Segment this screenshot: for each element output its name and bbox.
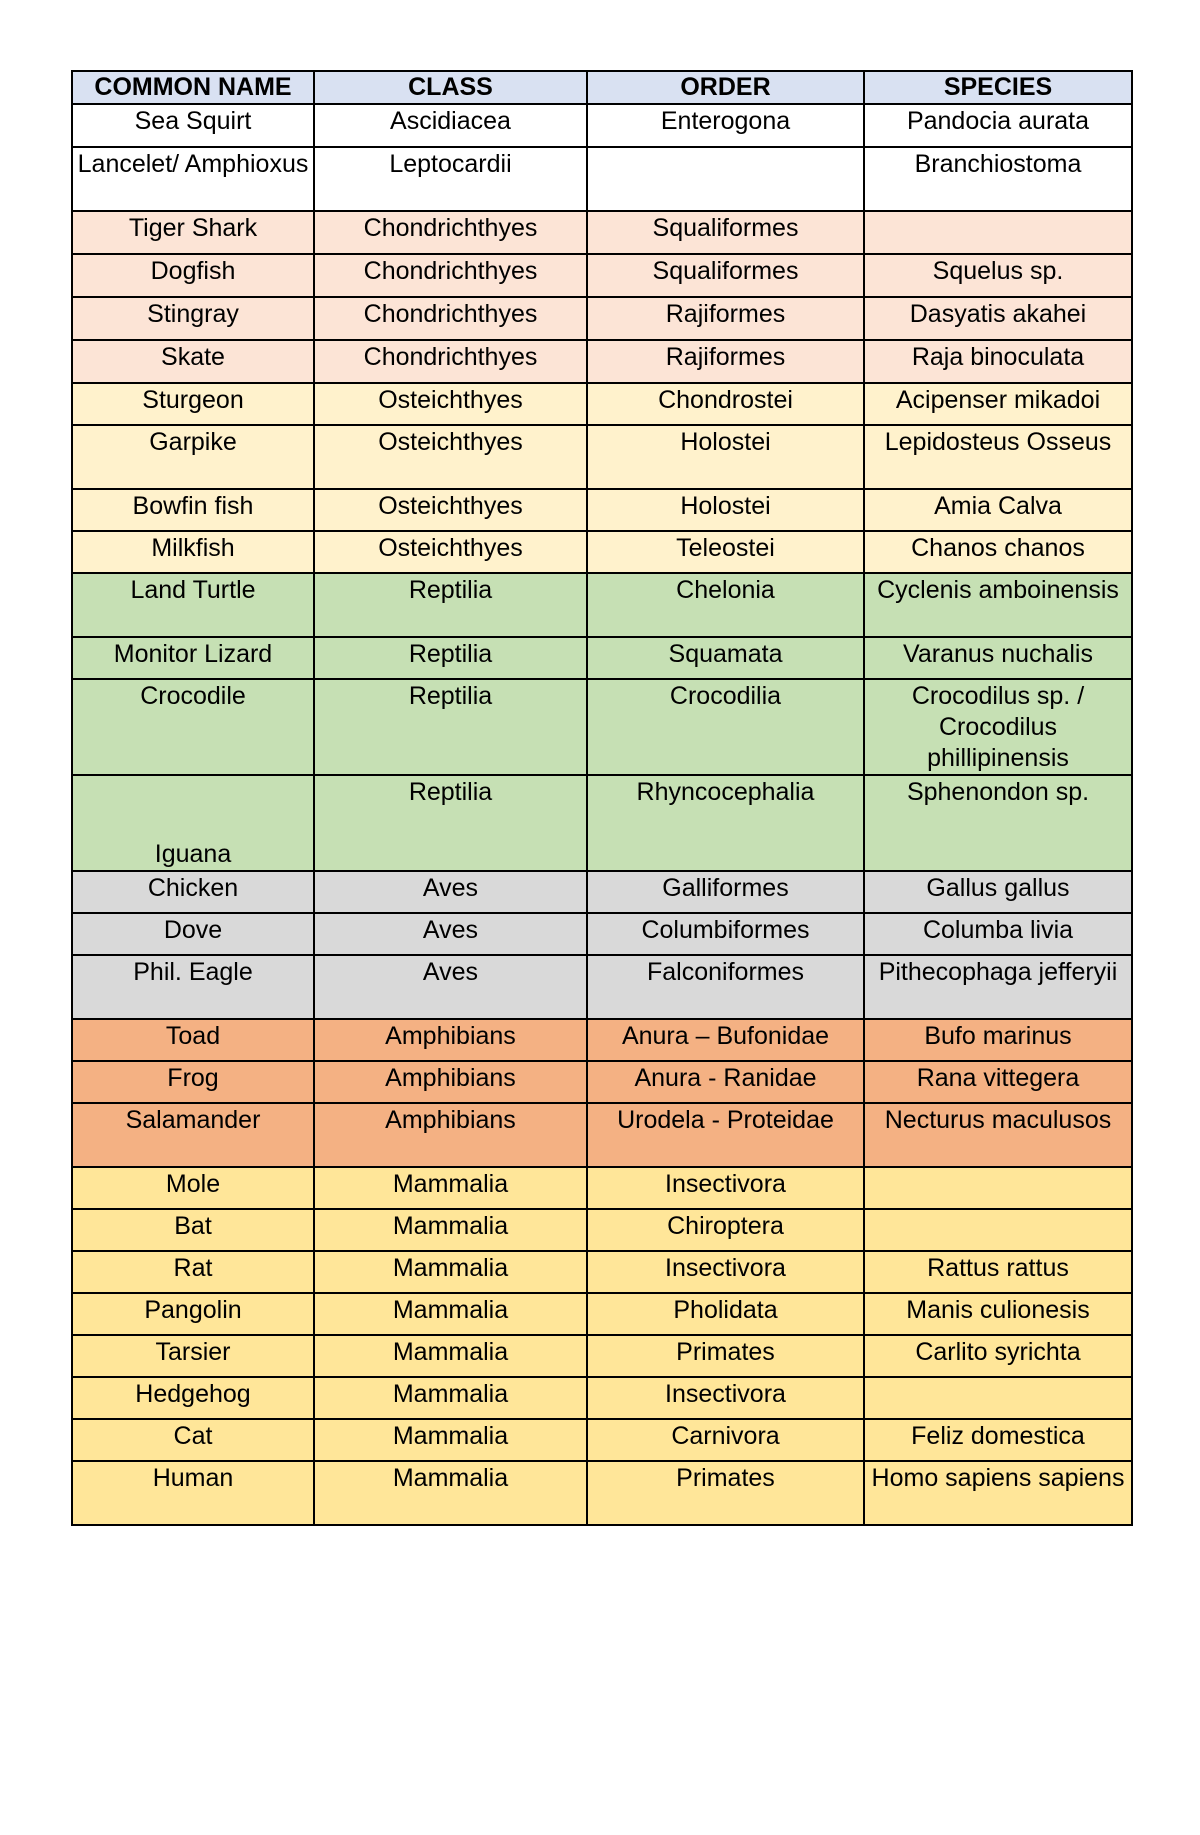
table-row (72, 1103, 1132, 1167)
table-row (72, 1461, 1132, 1525)
cell-common-name: Phil. Eagle (72, 955, 314, 1019)
cell-species: Columba livia (864, 913, 1132, 955)
cell-common-name: Iguana (72, 775, 314, 871)
cell-order: Chondrostei (587, 383, 864, 425)
cell-class: Mammalia (314, 1293, 587, 1335)
cell-common-name: Rat (72, 1251, 314, 1293)
table-row (72, 254, 1132, 297)
cell-common-name: Cat (72, 1419, 314, 1461)
cell-species: Pandocia aurata (864, 104, 1132, 147)
cell-order: Holostei (587, 489, 864, 531)
cell-order: Urodela - Proteidae (587, 1103, 864, 1167)
cell-common-name: Dogfish (72, 254, 314, 297)
cell-species: Pithecophaga jefferyii (864, 955, 1132, 1019)
table-row (72, 1019, 1132, 1061)
table-row (72, 871, 1132, 913)
cell-class: Osteichthyes (314, 531, 587, 573)
cell-species: Carlito syrichta (864, 1335, 1132, 1377)
cell-common-name: Sturgeon (72, 383, 314, 425)
cell-order: Rajiformes (587, 340, 864, 383)
cell-species: Rana vittegera (864, 1061, 1132, 1103)
cell-order: Columbiformes (587, 913, 864, 955)
cell-order: Chelonia (587, 573, 864, 637)
table-row (72, 1251, 1132, 1293)
cell-order: Crocodilia (587, 679, 864, 775)
cell-class: Aves (314, 871, 587, 913)
cell-order: Insectivora (587, 1251, 864, 1293)
cell-species: Sphenondon sp. (864, 775, 1132, 871)
cell-class: Aves (314, 913, 587, 955)
cell-class: Chondrichthyes (314, 254, 587, 297)
cell-common-name: Milkfish (72, 531, 314, 573)
cell-class: Mammalia (314, 1167, 587, 1209)
cell-class: Reptilia (314, 637, 587, 679)
header-species: SPECIES (864, 71, 1132, 104)
cell-common-name: Crocodile (72, 679, 314, 775)
table-row (72, 297, 1132, 340)
cell-common-name: Chicken (72, 871, 314, 913)
cell-class: Amphibians (314, 1061, 587, 1103)
cell-species: Feliz domestica (864, 1419, 1132, 1461)
table-row (72, 1419, 1132, 1461)
cell-common-name: Bat (72, 1209, 314, 1251)
cell-species (864, 1209, 1132, 1251)
animal-taxonomy-table (71, 70, 1133, 1526)
cell-order: Rhyncocephalia (587, 775, 864, 871)
cell-class: Reptilia (314, 679, 587, 775)
cell-order: Teleostei (587, 531, 864, 573)
cell-class: Mammalia (314, 1377, 587, 1419)
cell-class: Mammalia (314, 1251, 587, 1293)
table-row (72, 1293, 1132, 1335)
cell-species: Gallus gallus (864, 871, 1132, 913)
cell-order: Rajiformes (587, 297, 864, 340)
table-row (72, 1061, 1132, 1103)
cell-class: Amphibians (314, 1019, 587, 1061)
cell-class: Chondrichthyes (314, 211, 587, 254)
cell-class: Mammalia (314, 1335, 587, 1377)
table-row (72, 1167, 1132, 1209)
cell-order: Primates (587, 1461, 864, 1525)
cell-species: Homo sapiens sapiens (864, 1461, 1132, 1525)
cell-common-name: Hedgehog (72, 1377, 314, 1419)
cell-class: Osteichthyes (314, 425, 587, 489)
table-row (72, 383, 1132, 425)
cell-common-name: Skate (72, 340, 314, 383)
cell-species: Varanus nuchalis (864, 637, 1132, 679)
cell-order: Holostei (587, 425, 864, 489)
table-row (72, 1335, 1132, 1377)
table-row (72, 531, 1132, 573)
table-row (72, 637, 1132, 679)
cell-class: Reptilia (314, 573, 587, 637)
cell-common-name: Tarsier (72, 1335, 314, 1377)
table-row (72, 1209, 1132, 1251)
cell-species: Raja binoculata (864, 340, 1132, 383)
cell-common-name: Sea Squirt (72, 104, 314, 147)
cell-species (864, 1167, 1132, 1209)
cell-species: Rattus rattus (864, 1251, 1132, 1293)
table-row (72, 1377, 1132, 1419)
header-class: CLASS (314, 71, 587, 104)
cell-class: Aves (314, 955, 587, 1019)
cell-order: Squaliformes (587, 211, 864, 254)
cell-common-name: Lancelet/ Amphioxus (72, 147, 314, 211)
cell-species: Squelus sp. (864, 254, 1132, 297)
table-row (72, 489, 1132, 531)
cell-order: Insectivora (587, 1167, 864, 1209)
cell-species: Branchiostoma (864, 147, 1132, 211)
table-row (72, 104, 1132, 147)
cell-order: Anura - Ranidae (587, 1061, 864, 1103)
cell-species: Crocodilus sp. / Crocodilus phillipinensis (864, 679, 1132, 775)
cell-class: Osteichthyes (314, 383, 587, 425)
cell-class: Amphibians (314, 1103, 587, 1167)
table-row (72, 913, 1132, 955)
table-header-row (72, 71, 1132, 104)
cell-class: Leptocardii (314, 147, 587, 211)
table-body (72, 104, 1132, 1525)
cell-order: Primates (587, 1335, 864, 1377)
cell-common-name: Mole (72, 1167, 314, 1209)
cell-class: Ascidiacea (314, 104, 587, 147)
cell-order: Chiroptera (587, 1209, 864, 1251)
cell-class: Osteichthyes (314, 489, 587, 531)
table-row (72, 147, 1132, 211)
cell-species: Amia Calva (864, 489, 1132, 531)
cell-common-name: Land Turtle (72, 573, 314, 637)
cell-order (587, 147, 864, 211)
cell-species: Lepidosteus Osseus (864, 425, 1132, 489)
cell-order: Galliformes (587, 871, 864, 913)
cell-species: Chanos chanos (864, 531, 1132, 573)
cell-order: Squaliformes (587, 254, 864, 297)
cell-species: Manis culionesis (864, 1293, 1132, 1335)
table-row (72, 573, 1132, 637)
cell-class: Reptilia (314, 775, 587, 871)
cell-order: Falconiformes (587, 955, 864, 1019)
cell-species: Dasyatis akahei (864, 297, 1132, 340)
cell-common-name: Stingray (72, 297, 314, 340)
cell-class: Mammalia (314, 1419, 587, 1461)
cell-class: Chondrichthyes (314, 340, 587, 383)
cell-order: Insectivora (587, 1377, 864, 1419)
table-row (72, 679, 1132, 775)
header-common-name: COMMON NAME (72, 71, 314, 104)
cell-order: Squamata (587, 637, 864, 679)
cell-species: Cyclenis amboinensis (864, 573, 1132, 637)
table-row (72, 775, 1132, 871)
cell-class: Mammalia (314, 1209, 587, 1251)
cell-common-name: Bowfin fish (72, 489, 314, 531)
cell-order: Enterogona (587, 104, 864, 147)
cell-common-name: Human (72, 1461, 314, 1525)
table-row (72, 211, 1132, 254)
table-row (72, 340, 1132, 383)
cell-class: Mammalia (314, 1461, 587, 1525)
cell-common-name: Tiger Shark (72, 211, 314, 254)
table-row (72, 425, 1132, 489)
cell-common-name: Garpike (72, 425, 314, 489)
cell-species (864, 1377, 1132, 1419)
cell-species (864, 211, 1132, 254)
cell-species: Bufo marinus (864, 1019, 1132, 1061)
cell-species: Necturus maculusos (864, 1103, 1132, 1167)
cell-common-name: Frog (72, 1061, 314, 1103)
cell-common-name: Dove (72, 913, 314, 955)
cell-common-name: Monitor Lizard (72, 637, 314, 679)
cell-common-name: Toad (72, 1019, 314, 1061)
table-row (72, 955, 1132, 1019)
cell-order: Pholidata (587, 1293, 864, 1335)
cell-class: Chondrichthyes (314, 297, 587, 340)
cell-species: Acipenser mikadoi (864, 383, 1132, 425)
header-order: ORDER (587, 71, 864, 104)
cell-common-name: Salamander (72, 1103, 314, 1167)
document-page (71, 70, 1131, 1526)
cell-order: Anura – Bufonidae (587, 1019, 864, 1061)
cell-order: Carnivora (587, 1419, 864, 1461)
cell-common-name: Pangolin (72, 1293, 314, 1335)
